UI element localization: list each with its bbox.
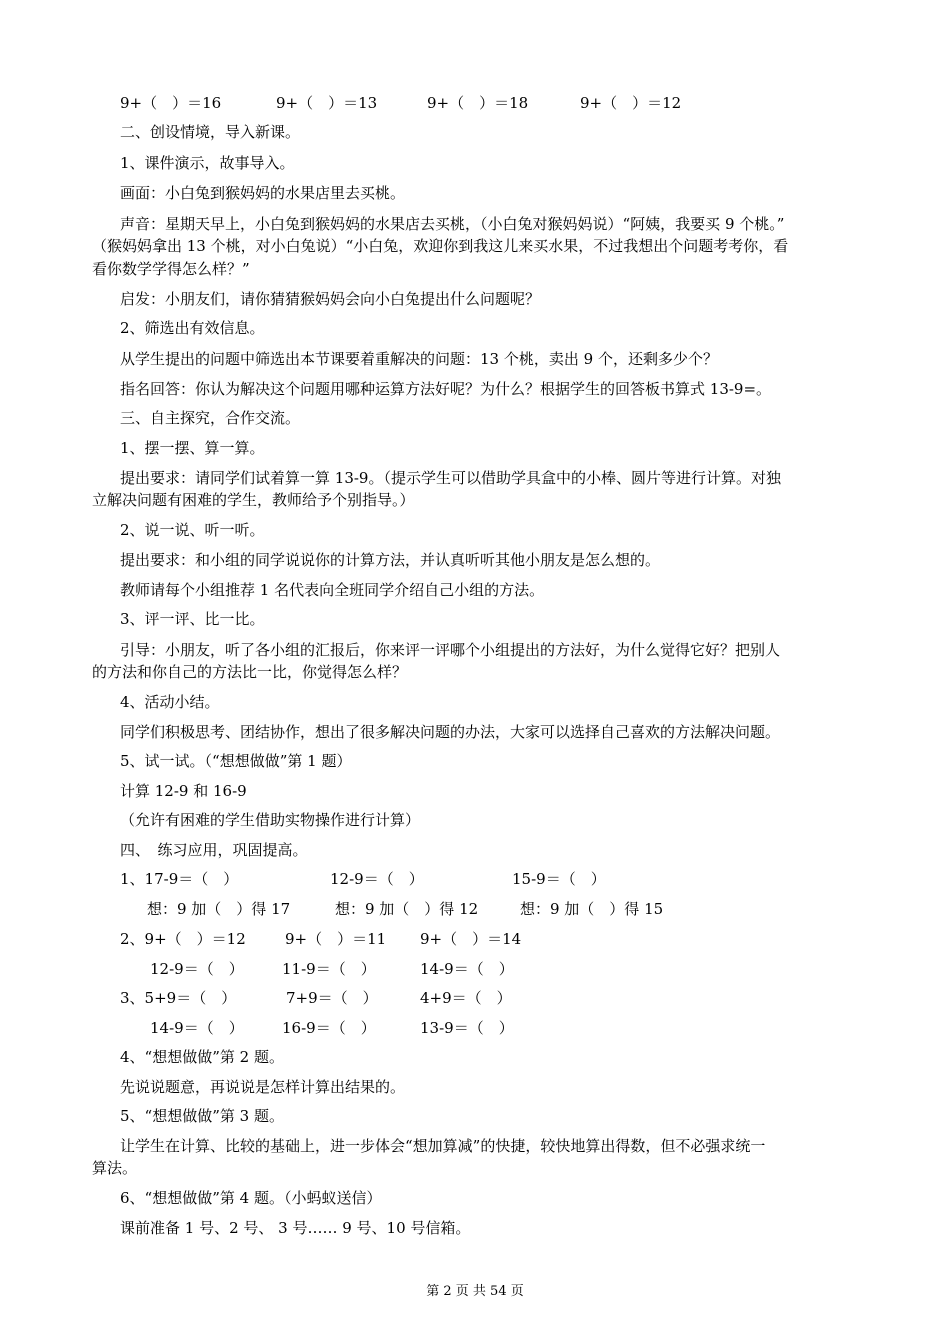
- paragraph: 提出要求：和小组的同学说说你的计算方法，并认真听听其他小朋友是怎么想的。: [120, 551, 661, 569]
- exercise-item: 9+（ ）＝14: [420, 930, 522, 948]
- exercise-item: 11-9＝（ ）: [282, 960, 376, 978]
- paragraph-continuation: 立解决问题有困难的学生，教师给予个别指导。）: [92, 491, 415, 509]
- paragraph: 引导：小朋友，听了各小组的汇报后，你来评一评哪个小组提出的方法好，为什么觉得它好？把别人: [120, 641, 781, 659]
- page-number-footer: 第 2 页 共 54 页: [426, 1284, 524, 1299]
- exercise-item: 14-9＝（ ）: [150, 1019, 244, 1037]
- section-heading: 四、 练习应用，巩固提高。: [120, 841, 308, 859]
- step-heading: 1、摆一摆、算一算。: [120, 439, 265, 457]
- paragraph: 从学生提出的问题中筛选出本节课要着重解决的问题：13 个桃，卖出 9 个，还剩多少个？: [120, 350, 718, 368]
- paragraph: 计算 12-9 和 16-9: [120, 782, 247, 800]
- exercise-item: 15-9＝（ ）: [512, 870, 606, 888]
- paragraph: 同学们积极思考、团结协作，想出了很多解决问题的办法，大家可以选择自己喜欢的方法解决问题。: [120, 723, 781, 741]
- exercise-item: 1、17-9＝（ ）: [120, 870, 239, 888]
- equation: 9+（ ）＝13: [276, 94, 378, 112]
- exercise-item: 12-9＝（ ）: [330, 870, 424, 888]
- paragraph-continuation: 算法。: [92, 1159, 138, 1177]
- step-heading: 4、“想想做做”第 2 题。: [120, 1048, 284, 1066]
- step-heading: 3、评一评、比一比。: [120, 610, 265, 628]
- exercise-hint: 想：9 加（ ）得 12: [335, 900, 479, 918]
- exercise-hint: 想：9 加（ ）得 17: [147, 900, 291, 918]
- exercise-item: 12-9＝（ ）: [150, 960, 244, 978]
- exercise-hint: 想：9 加（ ）得 15: [520, 900, 664, 918]
- equation: 9+（ ）＝16: [120, 94, 222, 112]
- exercise-item: 13-9＝（ ）: [420, 1019, 514, 1037]
- paragraph: 提出要求：请同学们试着算一算 13-9。（提示学生可以借助学具盒中的小棒、圆片等进行计算。对独: [120, 469, 781, 487]
- paragraph: 课前准备 1 号、2 号、 3 号…… 9 号、10 号信箱。: [120, 1219, 471, 1237]
- equation: 9+（ ）＝12: [580, 94, 682, 112]
- exercise-item: 3、5+9＝（ ）: [120, 989, 237, 1007]
- paragraph-continuation: 的方法和你自己的方法比一比，你觉得怎么样？: [92, 663, 408, 681]
- step-heading: 2、筛选出有效信息。: [120, 319, 265, 337]
- step-heading: 2、说一说、听一听。: [120, 521, 265, 539]
- paragraph: 教师请每个小组推荐 1 名代表向全班同学介绍自己小组的方法。: [120, 581, 545, 599]
- paragraph: 启发：小朋友们，请你猜猜猴妈妈会向小白兔提出什么问题呢？: [120, 290, 541, 308]
- exercise-item: 14-9＝（ ）: [420, 960, 514, 978]
- exercise-item: 2、9+（ ）＝12: [120, 930, 246, 948]
- paragraph: 声音：星期天早上，小白兔到猴妈妈的水果店去买桃，（小白兔对猴妈妈说）“阿姨，我要买 9 个桃。”: [120, 215, 785, 233]
- step-heading: 1、课件演示，故事导入。: [120, 154, 295, 172]
- equation: 9+（ ）＝18: [427, 94, 529, 112]
- paragraph-continuation: （猴妈妈拿出 13 个桃，对小白兔说）“小白兔，欢迎你到我这儿来买水果，不过我想出个问题考考你，看: [92, 237, 789, 255]
- section-heading: 三、自主探究，合作交流。: [120, 409, 301, 427]
- section-heading: 二、创设情境，导入新课。: [120, 123, 301, 141]
- exercise-item: 7+9＝（ ）: [286, 989, 378, 1007]
- step-heading: 5、试一试。（“想想做做”第 1 题）: [120, 752, 352, 770]
- step-heading: 5、“想想做做”第 3 题。: [120, 1107, 284, 1125]
- paragraph: 画面：小白兔到猴妈妈的水果店里去买桃。: [120, 184, 406, 202]
- paragraph: 指名回答：你认为解决这个问题用哪种运算方法好呢？为什么？根据学生的回答板书算式 13-9=。: [120, 380, 772, 398]
- paragraph: 先说说题意，再说说是怎样计算出结果的。: [120, 1078, 406, 1096]
- exercise-item: 4+9＝（ ）: [420, 989, 512, 1007]
- exercise-item: 9+（ ）＝11: [285, 930, 387, 948]
- exercise-item: 16-9＝（ ）: [282, 1019, 376, 1037]
- paragraph: （允许有困难的学生借助实物操作进行计算）: [120, 811, 421, 829]
- step-heading: 6、“想想做做”第 4 题。（小蚂蚁送信）: [120, 1189, 382, 1207]
- paragraph-continuation: 看你数学学得怎么样？”: [92, 260, 250, 278]
- step-heading: 4、活动小结。: [120, 693, 220, 711]
- paragraph: 让学生在计算、比较的基础上，进一步体会“想加算减”的快捷，较快地算出得数，但不必强求统一: [120, 1137, 766, 1155]
